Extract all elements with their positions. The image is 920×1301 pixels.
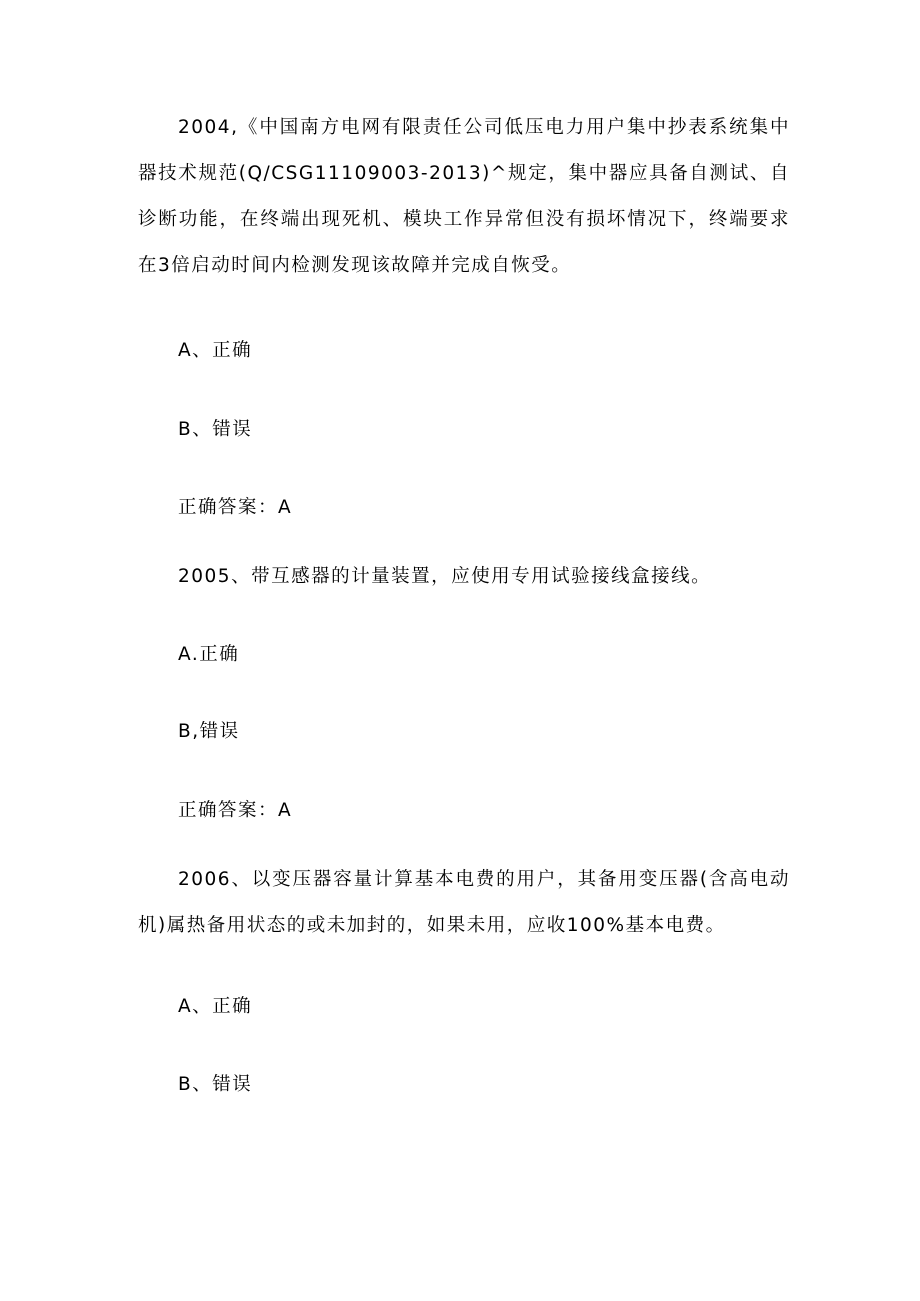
question-2004-option-a: A、正确 — [178, 340, 253, 361]
question-2005-option-a: A.正确 — [178, 644, 240, 665]
question-2004-answer: 正确答案：A — [178, 497, 293, 518]
question-2005-answer: 正确答案：A — [178, 800, 293, 821]
question-2004-option-b: B、错误 — [178, 419, 253, 440]
question-2006-option-b: B、错误 — [178, 1074, 253, 1095]
question-2004-stem: 2004,《中国南方电网有限责任公司低压电力用户集中抄表系统集中器技术规范(Q/CSG11109003-2013)^规定，集中器应具备自测试、自诊断功能，在终端出现死机、模块工作异常但没有损坏情况下，终端要求在3倍启动时间内检测发现该故障并完成自恢受。 — [138, 117, 790, 276]
question-2005-option-b: B,错误 — [178, 721, 240, 742]
question-2005-stem: 2005、带互感器的计量装置，应使用专用试验接线盒接线。 — [178, 566, 712, 587]
question-2006-option-a: A、正确 — [178, 996, 253, 1017]
question-2006-stem: 2006、以变压器容量计算基本电费的用户，其备用变压器(含高电动机)属热备用状态的或未加封的，如果未用，应收100%基本电费。 — [138, 869, 790, 936]
